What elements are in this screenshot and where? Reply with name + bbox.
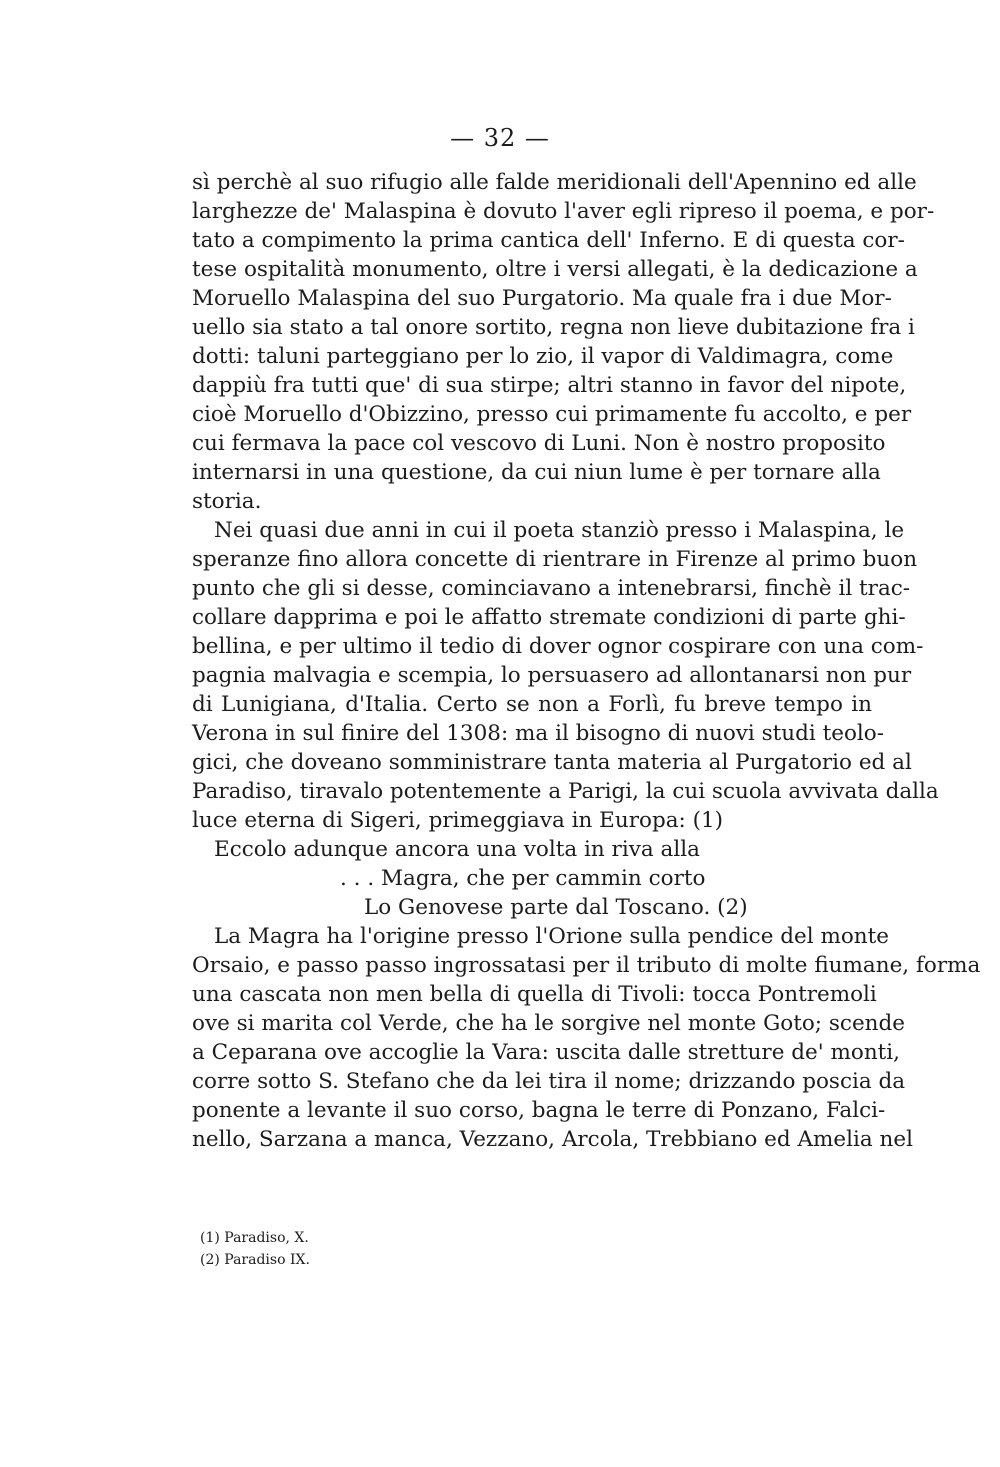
text-line: ove si marita col Verde, che ha le sorgive nel monte Goto; scende <box>192 1011 905 1036</box>
text-line: Paradiso, tiravalo potentemente a Parigi, la cui scuola avvivata dalla <box>192 779 939 804</box>
text-line: Orsaio, e passo passo ingrossatasi per il tributo di molte fiumane, forma <box>192 953 981 978</box>
text-line: La Magra ha l'origine presso l'Orione sulla pendice del monte <box>214 924 890 949</box>
text-line: gici, che doveano somministrare tanta materia al Purgatorio ed al <box>192 750 912 775</box>
text-line: luce eterna di Sigeri, primeggiava in Europa: (1) <box>192 808 724 833</box>
footnote: (1) Paradiso, X. <box>200 1230 309 1246</box>
text-line: internarsi in una questione, da cui niun lume è per tornare alla <box>192 460 881 485</box>
verse-line: . . . Magra, che per cammin corto <box>340 866 706 891</box>
footnote: (2) Paradiso IX. <box>200 1252 310 1268</box>
text-line: una cascata non men bella di quella di Tivoli: tocca Pontremoli <box>192 982 877 1007</box>
text-line: bellina, e per ultimo il tedio di dover ognor cospirare con una com- <box>192 634 924 659</box>
text-line: cui fermava la pace col vescovo di Luni. Non è nostro proposito <box>192 431 886 456</box>
text-line: Verona in sul finire del 1308: ma il bisogno di nuovi studi teolo- <box>192 721 885 746</box>
text-line: ponente a levante il suo corso, bagna le terre di Ponzano, Falci- <box>192 1098 886 1123</box>
text-line: uello sia stato a tal onore sortito, regna non lieve dubitazione fra i <box>192 315 915 340</box>
text-line: Eccolo adunque ancora una volta in riva alla <box>214 837 700 862</box>
text-line: cioè Moruello d'Obizzino, presso cui primamente fu accolto, e per <box>192 402 912 427</box>
footnotes <box>200 1227 310 1271</box>
verse-line: Lo Genovese parte dal Toscano. (2) <box>364 895 748 920</box>
text-line: dappiù fra tutti que' di sua stirpe; altri stanno in favor del nipote, <box>192 373 907 398</box>
text-line: corre sotto S. Stefano che da lei tira il nome; drizzando poscia da <box>192 1069 906 1094</box>
text-line: a Ceparana ove accoglie la Vara: uscita dalle stretture de' monti, <box>192 1040 901 1065</box>
text-line: Moruello Malaspina del suo Purgatorio. Ma quale fra i due Mor- <box>192 286 892 311</box>
text-line: larghezze de' Malaspina è dovuto l'aver egli ripreso il poema, e por- <box>192 199 935 224</box>
text-line: tato a compimento la prima cantica dell' Inferno. E di questa cor- <box>192 228 905 253</box>
body-text <box>192 168 981 1154</box>
text-line: tese ospitalità monumento, oltre i versi allegati, è la dedicazione a <box>192 257 918 282</box>
text-line: punto che gli si desse, cominciavano a intenebrarsi, finchè il trac- <box>192 576 911 601</box>
text-line: collare dapprima e poi le affatto stremate condizioni di parte ghi- <box>192 605 906 630</box>
text-line: pagnia malvagia e scempia, lo persuasero ad allontanarsi non pur <box>192 663 912 688</box>
text-line: nello, Sarzana a manca, Vezzano, Arcola, Trebbiano ed Amelia nel <box>192 1127 913 1152</box>
text-line: sì perchè al suo rifugio alle falde meridionali dell'Apennino ed alle <box>192 170 917 195</box>
text-line: dotti: taluni parteggiano per lo zio, il vapor di Valdimagra, come <box>192 344 894 369</box>
text-line: speranze fino allora concette di rientrare in Firenze al primo buon <box>192 547 918 572</box>
text-line: di Lunigiana, d'Italia. Certo se non a Forlì, fu breve tempo in <box>192 692 872 717</box>
page-number: — 32 — <box>450 124 550 152</box>
text-line: Nei quasi due anni in cui il poeta stanziò presso i Malaspina, le <box>214 518 905 543</box>
text-line: storia. <box>192 489 262 514</box>
